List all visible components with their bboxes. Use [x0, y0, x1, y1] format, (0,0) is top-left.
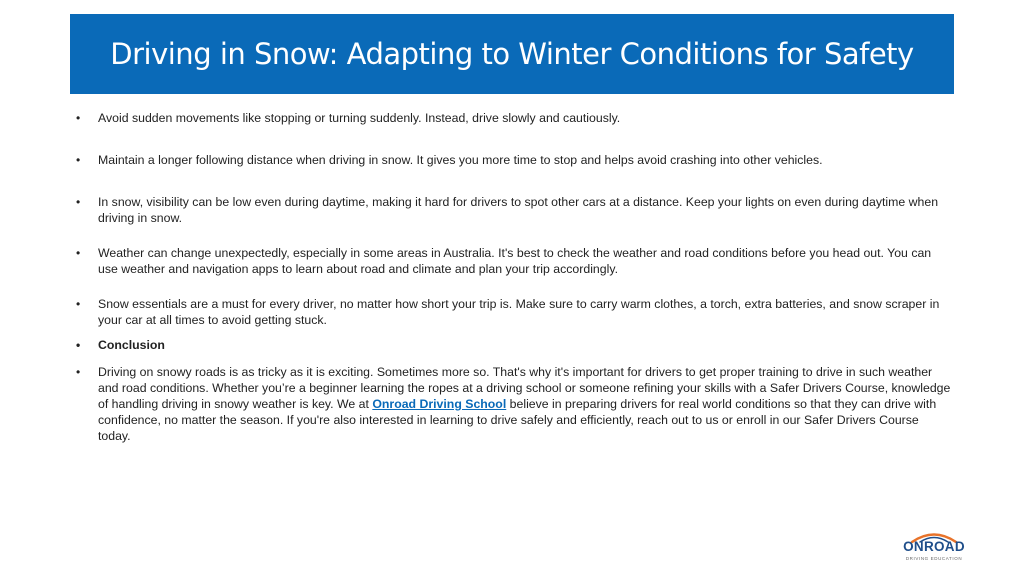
bullet-item: • Avoid sudden movements like stopping or turning suddenly. Instead, drive slowly and cautiously.	[74, 110, 952, 126]
title-banner	[70, 14, 954, 94]
bullet-item: • Weather can change unexpectedly, especially in some areas in Australia. It's best to check the weather and road conditions before you head out. You can use weather and navigation apps to learn about road and climate and plan your trip accordingly.	[74, 245, 952, 277]
conclusion-paragraph	[74, 364, 952, 444]
page-title: Driving in Snow: Adapting to Winter Conditions for Safety	[110, 37, 914, 71]
bullet-item: • Snow essentials are a must for every driver, no matter how short your trip is. Make sure to carry warm clothes, a torch, extra batteries, and snow scraper in your car at all times to avoid getting stuck.	[74, 296, 952, 328]
logo-wordmark: ONROAD	[903, 539, 965, 554]
onroad-driving-school-link[interactable]: Onroad Driving School	[372, 397, 507, 411]
onroad-logo	[896, 531, 972, 563]
bullet-item: • Maintain a longer following distance when driving in snow. It gives you more time to stop and helps avoid crashing into other vehicles.	[74, 152, 952, 168]
bullet-item: • In snow, visibility can be low even during daytime, making it hard for drivers to spot other cars at a distance. Keep your lights on even during daytime when driving in snow.	[74, 194, 952, 226]
conclusion-text-start: Driving on snowy roads is as tricky as it is exciting. Sometimes more so. That's why it's important for drivers to get proper training to drive in such weather and road conditions. Whether you’re a beginner learning the ropes at a driving school or someone refining your skills with a Safer Drivers Course, knowledge of handling driving in snowy weather is key. We at	[98, 365, 951, 411]
logo-tagline: DRIVING EDUCATION	[905, 556, 963, 561]
bullet-list	[74, 110, 952, 444]
conclusion-heading: • Conclusion	[74, 337, 952, 353]
conclusion-text-end: believe in preparing drivers for real world conditions so that they can drive with confidence, no matter the season. If you're also interested in learning to drive safely and efficiently, reach out to us or enroll in our Safer Drivers Course today.	[98, 397, 937, 443]
